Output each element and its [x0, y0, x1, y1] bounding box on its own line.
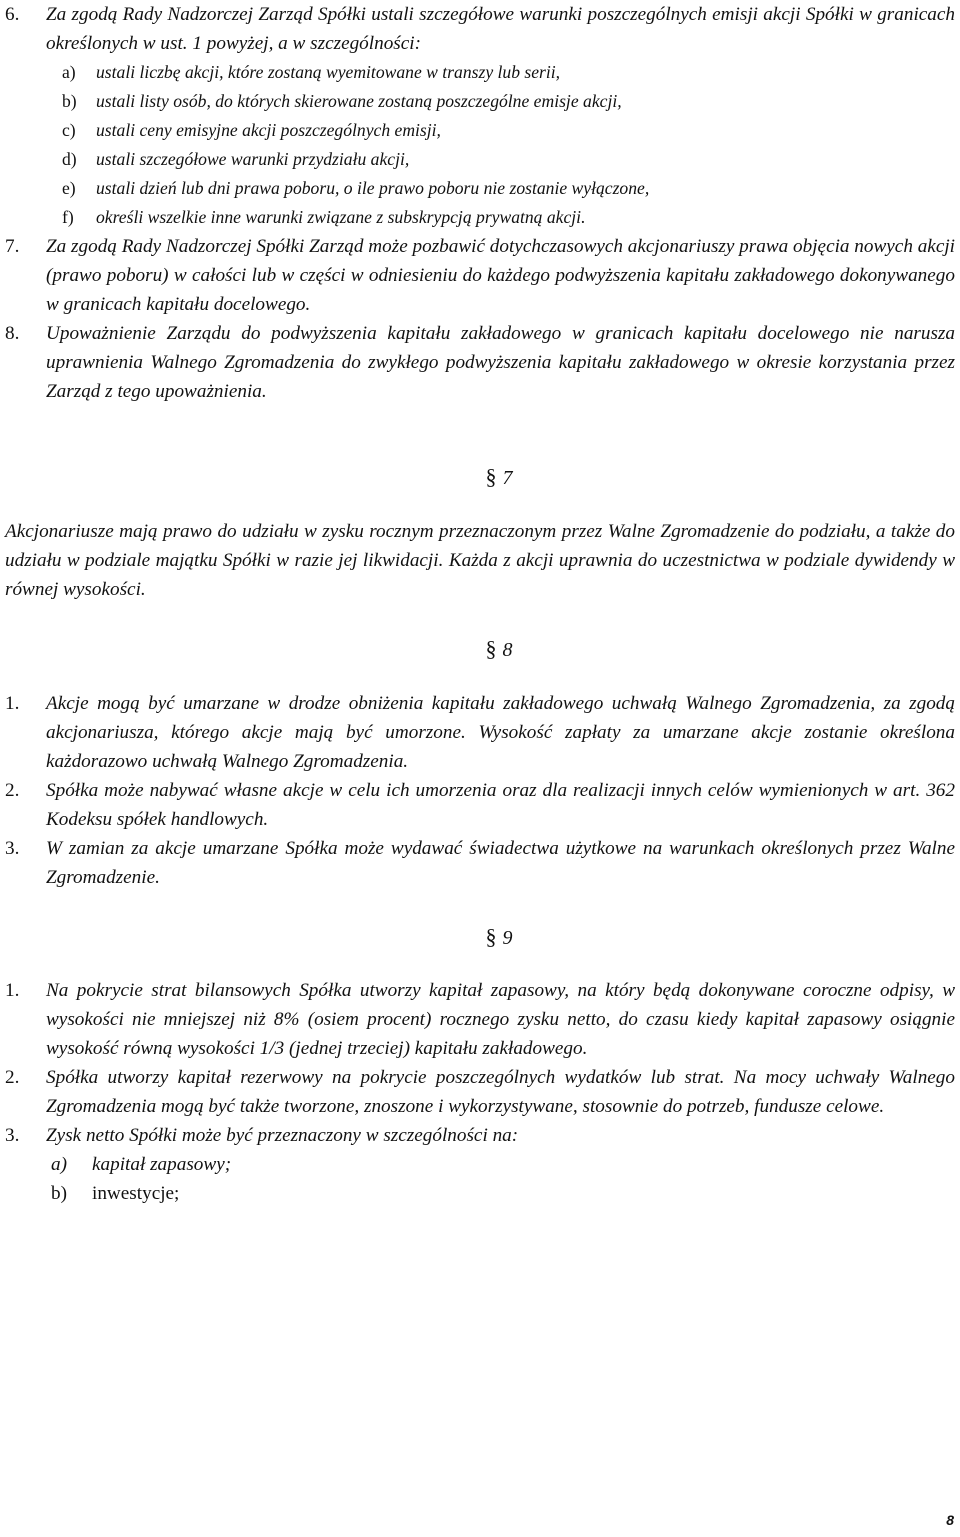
section-number: 7 [502, 467, 513, 489]
item-number: 1. [5, 980, 20, 1001]
item-text: W zamian za akcje umarzane Spółka może wydawać świadectwa użytkowe na warunkach określonych przez Walne Zgromadzenie. [46, 838, 955, 888]
item-number: 3. [5, 838, 20, 859]
item-text: Upoważnienie Zarządu do podwyższenia kapitału zakładowego w granicach kapitału docelowego nie narusza uprawnienia Walnego Zgromadzenia do zwykłego podwyższenia kapitału zakładowego w okresie korzystania przez Zarząd z tego upoważnienia. [46, 323, 955, 402]
sub-item-f [5, 203, 955, 232]
section-number: 9 [502, 927, 513, 949]
item-8 [5, 319, 955, 406]
sub-item-letter: d) [62, 149, 77, 169]
sub-item-text: ustali listy osób, do których skierowane zostaną poszczególne emisje akcji, [96, 91, 622, 111]
sub-item-d [5, 145, 955, 174]
section-8-item-1 [5, 689, 955, 776]
sub-item-letter: c) [62, 120, 76, 140]
item-7 [5, 232, 955, 319]
section-9-list [5, 976, 955, 1208]
section-symbol: § [485, 924, 497, 949]
item-text: Zysk netto Spółki może być przeznaczony w szczególności na: [46, 1125, 519, 1146]
item-text: Za zgodą Rady Nadzorczej Spółki Zarząd może pozbawić dotychczasowych akcjonariuszy prawa objęcia nowych akcji (prawo poboru) w całości lub w części w odniesieniu do każdego podwyższenia kapitału zakładowego dokonywanego w granicach kapitału docelowego. [46, 236, 955, 315]
section-heading-7 [0, 464, 960, 490]
sub-item-letter: b) [51, 1183, 67, 1204]
sub-item-text: ustali dzień lub dni prawa poboru, o ile prawo poboru nie zostanie wyłączone, [96, 178, 650, 198]
section-heading-8 [0, 636, 960, 662]
section-9-item-2 [5, 1063, 955, 1121]
item-text: Akcje mogą być umarzane w drodze obniżenia kapitału zakładowego uchwałą Walnego Zgromadzenia, za zgodą akcjonariusza, którego akcje mają być umorzone. Wysokość zapłaty za umarzane akcje zostanie określona każdorazowo uchwałą Walnego Zgromadzenia. [46, 693, 955, 772]
sub-item-letter: a) [62, 62, 76, 82]
item-6 [5, 0, 955, 58]
item-number: 6. [5, 4, 20, 25]
item-number: 2. [5, 780, 20, 801]
section-9-item-1 [5, 976, 955, 1063]
section-heading-9 [0, 924, 960, 950]
sub-item-c [5, 116, 955, 145]
item-text: Spółka utworzy kapitał rezerwowy na pokrycie poszczególnych wydatków lub strat. Na mocy uchwały Walnego Zgromadzenia mogą być także tworzone, znoszone i wykorzystywane, stosownie do potrzeb, fundusze celowe. [46, 1067, 955, 1117]
sub-item-letter: b) [62, 91, 77, 111]
sub-item-text: ustali ceny emisyjne akcji poszczególnych emisji, [96, 120, 441, 140]
sub-item-b [5, 87, 955, 116]
item-number: 8. [5, 323, 20, 344]
sub-item-text: ustali liczbę akcji, które zostaną wyemitowane w transzy lub serii, [96, 62, 561, 82]
article-continuation [5, 0, 955, 406]
sub-item-text: ustali szczegółowe warunki przydziału akcji, [96, 149, 410, 169]
sub-item-text: kapitał zapasowy; [92, 1154, 232, 1175]
item-text: Za zgodą Rady Nadzorczej Zarząd Spółki ustali szczegółowe warunki poszczególnych emisji akcji Spółki w granicach określonych w ust. 1 powyżej, a w szczególności: [46, 4, 955, 54]
section-number: 8 [502, 639, 513, 661]
item-text: Spółka może nabywać własne akcje w celu ich umorzenia oraz dla realizacji innych celów wymienionych w art. 362 Kodeksu spółek handlowych. [46, 780, 955, 830]
item-number: 2. [5, 1067, 20, 1088]
section-symbol: § [485, 464, 497, 489]
section-7-paragraph: Akcjonariusze mają prawo do udziału w zysku rocznym przeznaczonym przez Walne Zgromadzenie do podziału, a także do udziału w podziale majątku Spółki w razie jej likwidacji. Każda z akcji uprawnia do uczestnictwa w podziale dywidendy w równej wysokości. [5, 521, 955, 600]
item-number: 3. [5, 1125, 20, 1146]
item-number: 1. [5, 693, 20, 714]
item-text: Na pokrycie strat bilansowych Spółka utworzy kapitał zapasowy, na który będą dokonywane coroczne odpisy, w wysokości nie mniejszej niż 8% (osiem procent) rocznego zysku netto, do czasu kiedy kapitał zapasowy osiągnie wysokość równą wysokości 1/3 (jednej trzeciej) kapitału zakładowego. [46, 980, 955, 1059]
section-symbol: § [485, 636, 497, 661]
sub-item-letter: e) [62, 178, 76, 198]
section-9-item-3 [5, 1121, 955, 1150]
section-9-sub-a [5, 1150, 955, 1179]
sub-item-text: określi wszelkie inne warunki związane z subskrypcją prywatną akcji. [96, 207, 586, 227]
page-number: 8 [946, 1512, 954, 1528]
section-8-item-2 [5, 776, 955, 834]
section-8-list [5, 689, 955, 892]
sub-item-a [5, 58, 955, 87]
sub-item-e [5, 174, 955, 203]
sub-item-text: inwestycje; [92, 1183, 180, 1204]
item-number: 7. [5, 236, 20, 257]
sub-item-letter: a) [51, 1154, 67, 1175]
section-9-sub-b [5, 1179, 955, 1208]
sub-item-letter: f) [62, 207, 74, 227]
section-8-item-3 [5, 834, 955, 892]
